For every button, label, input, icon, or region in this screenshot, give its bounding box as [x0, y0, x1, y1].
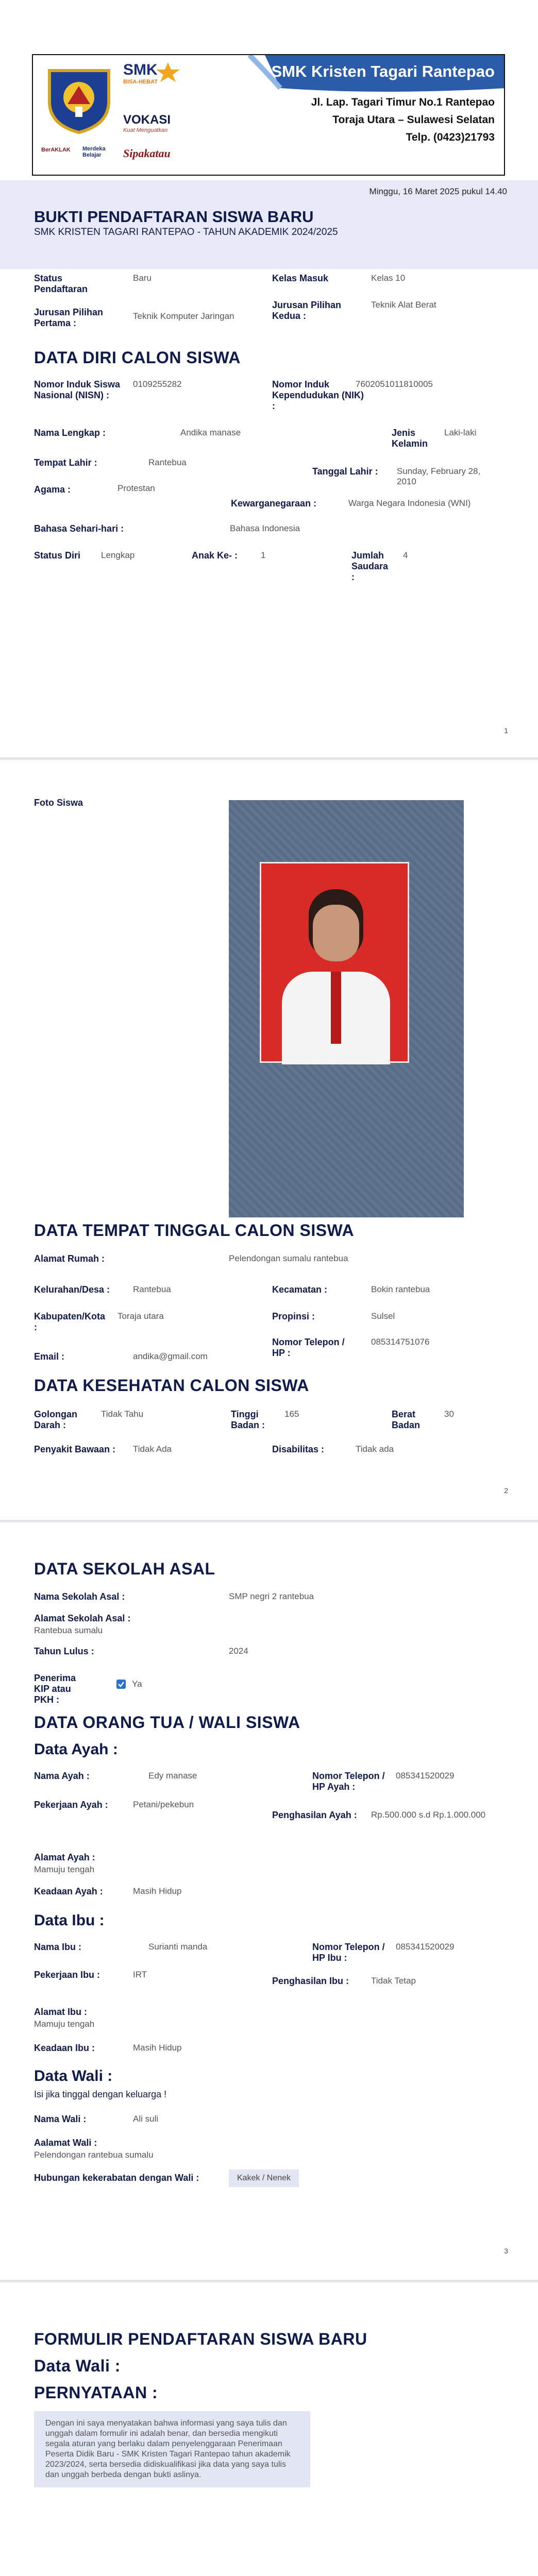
statement-box: Dengan ini saya menyatakan bahwa informasi yang saya tulis dan unggah dalam formulir ini adalah benar, dan bersedia mengikuti segala aturan yang berlaku dalam penyelenggaraan Penerimaan Peserta Didik Baru - SMK Kristen Tagari Rantepao tahun akademik 2023/2024, serta bersedia didiskualifikasi jika data yang saya tulis dan unggah berbeda dengan bukti aslinya. [34, 2411, 310, 2487]
page-title: BUKTI PENDAFTARAN SISWA BARU [34, 208, 314, 226]
email-value: andika@gmail.com [133, 1351, 208, 1361]
school-name-value: SMP negri 2 rantebua [229, 1591, 314, 1601]
student-photo [229, 800, 464, 1217]
language-label: Bahasa Sehari-hari : [34, 523, 124, 534]
district-value: Bokin rantebua [371, 1284, 430, 1294]
major2-value: Teknik Alat Berat [371, 300, 436, 310]
status-label: Status Pendaftaran [34, 273, 88, 294]
vokasi-logo-sub: Kuat Menguatkan [123, 127, 168, 133]
weight-value: 30 [444, 1409, 454, 1419]
school-address-value: Rantebua sumalu [34, 1625, 103, 1635]
school-section-title: DATA SEKOLAH ASAL [34, 1560, 215, 1578]
home-address-value: Pelendongan sumalu rantebua [229, 1253, 348, 1263]
form-wali-title: Data Wali : [34, 2357, 121, 2375]
religion-value: Protestan [117, 483, 155, 493]
father-status-label: Keadaan Ayah : [34, 1886, 103, 1896]
page-number-3: 3 [504, 2247, 508, 2255]
father-name-value: Edy manase [148, 1771, 197, 1781]
page-1 [0, 0, 538, 757]
family-status-label: Status Diri [34, 550, 81, 561]
kip-value: Ya [132, 1679, 142, 1689]
province-label: Propinsi : [272, 1311, 315, 1321]
village-label: Kelurahan/Desa : [34, 1284, 110, 1295]
father-job-value: Petani/pekebun [133, 1800, 194, 1809]
name-value: Andika manase [180, 428, 241, 437]
height-value: 165 [284, 1409, 299, 1419]
nisn-value: 0109255282 [133, 379, 182, 389]
vokasi-logo [123, 113, 190, 133]
vokasi-logo-text: VOKASI [123, 113, 171, 127]
kip-checkbox[interactable] [116, 1680, 126, 1689]
guardian-name-value: Ali suli [133, 2114, 159, 2124]
class-label: Kelas Masuk [272, 273, 329, 283]
page-number-1: 1 [504, 726, 508, 735]
page-subtitle: SMK KRISTEN TAGARI RANTEPAO - TAHUN AKADEMIK 2024/2025 [34, 227, 338, 238]
province-value: Sulsel [371, 1311, 395, 1321]
sipakatau-logo: Sipakatau [123, 147, 171, 160]
guardian-address-label: Aalamat Wali : [34, 2138, 97, 2148]
regency-label: Kabupaten/Kota : [34, 1311, 106, 1332]
citizenship-label: Kewarganegaraan : [231, 498, 317, 509]
regency-value: Toraja utara [117, 1311, 164, 1321]
school-name-label: Nama Sekolah Asal : [34, 1591, 125, 1602]
form-title: FORMULIR PENDAFTARAN SISWA BARU [34, 2330, 367, 2348]
village-value: Rantebua [133, 1284, 171, 1294]
nik-value: 7602051011810005 [356, 379, 433, 389]
guardian-relation-label: Hubungan kekerabatan dengan Wali : [34, 2173, 199, 2183]
child-order-label: Anak Ke- : [192, 550, 238, 561]
mother-status-value: Masih Hidup [133, 2043, 182, 2053]
siblings-value: 4 [403, 550, 408, 560]
major2-label: Jurusan Pilihan Kedua : [272, 300, 342, 321]
guardian-address-value: Pelendongan rantebua sumalu [34, 2150, 154, 2160]
father-address-value: Mamuju tengah [34, 1865, 95, 1874]
page-2 [0, 760, 538, 1520]
kip-label: Penerima KIP atau PKH : [34, 1673, 76, 1705]
language-value: Bahasa Indonesia [230, 523, 300, 533]
school-logo-icon [44, 65, 114, 135]
nik-label: Nomor Induk Kependudukan (NIK) : [272, 379, 364, 411]
email-label: Email : [34, 1351, 65, 1362]
class-value: Kelas 10 [371, 273, 406, 283]
father-income-value: Rp.500.000 s.d Rp.1.000.000 [371, 1810, 486, 1820]
banner-address-2: Toraja Utara – Sulawesi Selatan [332, 114, 495, 126]
siblings-label: Jumlah Saudara : [351, 550, 389, 582]
photo-label: Foto Siswa [34, 798, 83, 808]
father-income-label: Penghasilan Ayah : [272, 1810, 357, 1820]
child-order-value: 1 [261, 550, 266, 560]
mother-address-value: Mamuju tengah [34, 2019, 95, 2029]
birthplace-value: Rantebua [148, 457, 187, 467]
nisn-label: Nomor Induk Siswa Nasional (NISN) : [34, 379, 121, 400]
mother-phone-label: Nomor Telepon / HP Ibu : [312, 1942, 385, 1963]
mother-status-label: Keadaan Ibu : [34, 2043, 95, 2053]
mother-name-label: Nama Ibu : [34, 1942, 82, 1952]
graduation-year-value: 2024 [229, 1646, 248, 1656]
height-label: Tinggi Badan : [231, 1409, 265, 1430]
parents-section-title: DATA ORANG TUA / WALI SISWA [34, 1713, 300, 1732]
weight-label: Berat Badan [392, 1409, 421, 1430]
father-name-label: Nama Ayah : [34, 1771, 90, 1781]
guardian-relation-value: Kakek / Nenek [229, 2170, 299, 2187]
father-phone-value: 085341520029 [396, 1771, 455, 1781]
print-date: Minggu, 16 Maret 2025 pukul 14.40 [369, 187, 507, 196]
graduation-year-label: Tahun Lulus : [34, 1646, 94, 1656]
smk-logo [123, 61, 185, 108]
guardian-name-label: Nama Wali : [34, 2114, 87, 2124]
father-title: Data Ayah : [34, 1741, 118, 1758]
father-job-label: Pekerjaan Ayah : [34, 1800, 108, 1810]
phone-value: 085314751076 [371, 1337, 430, 1347]
disease-value: Tidak Ada [133, 1444, 172, 1454]
guardian-title: Data Wali : [34, 2067, 113, 2084]
blood-type-label: Golongan Darah : [34, 1409, 77, 1430]
religion-label: Agama : [34, 484, 71, 495]
residence-section-title: DATA TEMPAT TINGGAL CALON SISWA [34, 1221, 355, 1240]
star-icon [154, 61, 182, 82]
merdeka-belajar-logo: Merdeka Belajar [82, 146, 106, 158]
page-3 [0, 1522, 538, 2280]
health-section-title: DATA KESEHATAN CALON SISWA [34, 1376, 309, 1395]
status-value: Baru [133, 273, 152, 283]
school-banner [32, 54, 505, 176]
citizenship-value: Warga Negara Indonesia (WNI) [348, 498, 471, 508]
gender-value: Laki-laki [444, 428, 477, 437]
banner-address-1: Jl. Lap. Tagari Timur No.1 Rantepao [311, 96, 495, 108]
page-4 [0, 2282, 538, 2576]
smk-logo-sub: BISA-HEBAT [123, 79, 158, 85]
disability-value: Tidak ada [356, 1444, 394, 1454]
district-label: Kecamatan : [272, 1284, 328, 1295]
mother-job-label: Pekerjaan Ibu : [34, 1970, 100, 1980]
mother-title: Data Ibu : [34, 1912, 105, 1929]
birthdate-label: Tanggal Lahir : [312, 466, 378, 477]
father-address-label: Alamat Ayah : [34, 1852, 95, 1862]
photo-red-background [260, 862, 409, 1063]
father-status-value: Masih Hidup [133, 1886, 182, 1896]
guardian-note: Isi jika tinggal dengan keluarga ! [34, 2089, 167, 2099]
name-label: Nama Lengkap : [34, 428, 106, 438]
check-icon [116, 1680, 126, 1689]
birthdate-value: Sunday, February 28, 2010 [397, 466, 481, 486]
mother-name-value: Surianti manda [148, 1942, 208, 1952]
beraklak-logo: BerAKLAK [41, 147, 71, 153]
banner-school-name: SMK Kristen Tagari Rantepao [271, 62, 495, 80]
page-number-2: 2 [504, 1486, 508, 1495]
mother-address-label: Alamat Ibu : [34, 2007, 88, 2017]
family-status-value: Lengkap [101, 550, 135, 560]
mother-income-value: Tidak Tetap [371, 1976, 416, 1986]
banner-phone: Telp. (0423)21793 [406, 131, 495, 143]
disability-label: Disabilitas : [272, 1444, 325, 1454]
blood-type-value: Tidak Tahu [101, 1409, 144, 1419]
phone-label: Nomor Telepon / HP : [272, 1337, 345, 1358]
home-address-label: Alamat Rumah : [34, 1253, 105, 1264]
student-section-title: DATA DIRI CALON SISWA [34, 348, 241, 367]
statement-title: PERNYATAAN : [34, 2383, 158, 2402]
gender-label: Jenis Kelamin [392, 428, 428, 449]
major1-value: Teknik Komputer Jaringan [133, 311, 234, 321]
disease-label: Penyakit Bawaan : [34, 1444, 116, 1454]
mother-phone-value: 085341520029 [396, 1942, 455, 1952]
birthplace-label: Tempat Lahir : [34, 457, 97, 468]
school-address-label: Alamat Sekolah Asal : [34, 1613, 131, 1623]
smk-logo-text: SMK [123, 61, 158, 78]
major1-label: Jurusan Pilihan Pertama : [34, 307, 104, 328]
father-phone-label: Nomor Telepon / HP Ayah : [312, 1771, 385, 1792]
mother-job-value: IRT [133, 1970, 147, 1979]
mother-income-label: Penghasilan Ibu : [272, 1976, 349, 1986]
